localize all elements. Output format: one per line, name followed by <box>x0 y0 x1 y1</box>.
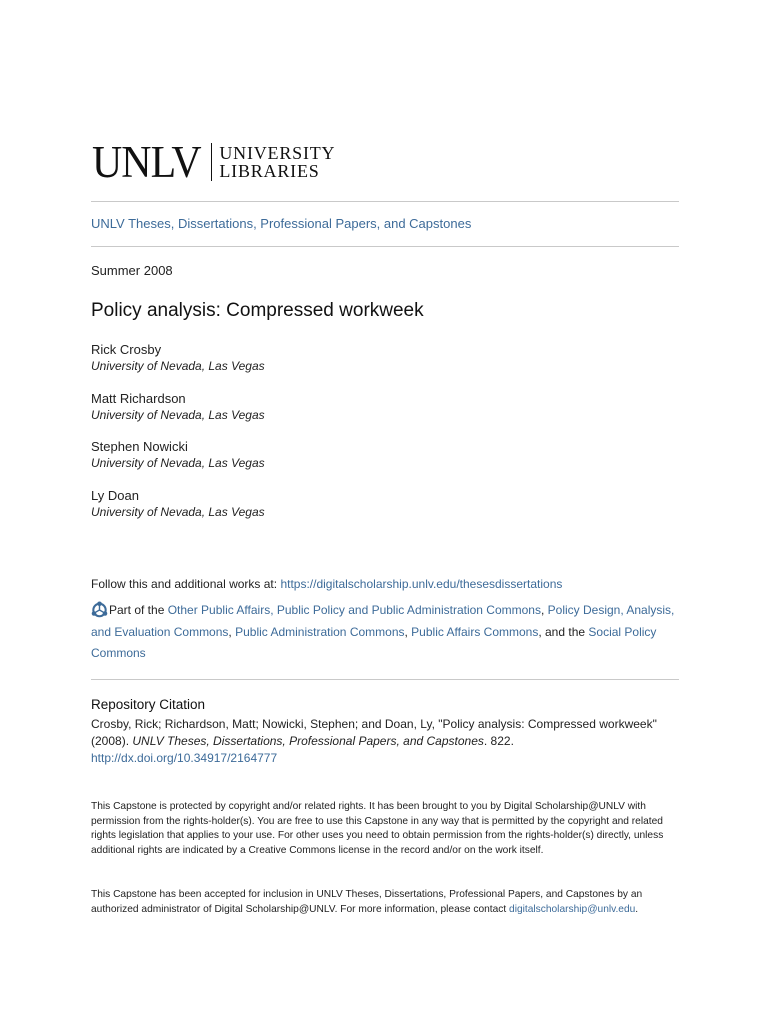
network-icon <box>91 601 108 618</box>
author-institution: University of Nevada, Las Vegas <box>91 407 265 422</box>
acceptance-statement <box>91 888 681 917</box>
logo-subtitle <box>219 144 335 180</box>
divider-citation <box>91 679 679 680</box>
publication-date: Summer 2008 <box>91 263 173 278</box>
repository-citation-text <box>91 716 681 767</box>
series-link[interactable]: UNLV Theses, Dissertations, Professional Papers, and Capstones <box>91 216 472 231</box>
follow-label: Follow this and additional works at: <box>91 577 281 591</box>
commons-and-the: , and the <box>538 624 589 639</box>
author-entry <box>91 488 265 537</box>
author-name: Rick Crosby <box>91 342 162 357</box>
author-name: Stephen Nowicki <box>91 439 188 454</box>
repository-citation-heading: Repository Citation <box>91 697 206 712</box>
citation-number: . 822. <box>483 734 514 748</box>
author-list <box>91 342 265 536</box>
commons-separator: , <box>228 624 236 639</box>
author-institution: University of Nevada, Las Vegas <box>91 504 265 519</box>
rights-statement: This Capstone is protected by copyright and/or related rights. It has been brought to you by Digital Scholarship@UNLV with permission from the rights-holder(s). You are free to use this Capstone in any way that is permitted by the copyright and related rights legislation that applies to your use. For other uses you need to obtain permission from the rights-holder(s) directly, unless additional rights are indicated by a Creative Commons license in the record and/or on the work itself. <box>91 801 664 856</box>
logo-divider <box>211 143 213 181</box>
acceptance-end: . <box>635 903 639 915</box>
divider-top <box>91 201 679 202</box>
logo-wordmark: UNLV <box>92 137 201 187</box>
doi-link[interactable]: http://dx.doi.org/10.34917/2164777 <box>91 751 278 765</box>
divider-series <box>91 246 679 247</box>
author-name: Ly Doan <box>91 487 139 503</box>
author-institution: University of Nevada, Las Vegas <box>91 359 265 373</box>
logo-line-university: UNIVERSITY <box>219 143 336 163</box>
author-name: Matt Richardson <box>91 390 186 406</box>
unlv-libraries-logo <box>92 137 336 187</box>
acceptance-text: This Capstone has been accepted for inclusion in UNLV Theses, Dissertations, Professional Papers, and Capstones by an authorized administrator of Digital Scholarship@UNLV. For more information, please contact <box>91 889 643 915</box>
commons-link[interactable]: Policy Design, Analysis, and Evaluation Commons <box>91 603 675 639</box>
commons-link[interactable]: Public Affairs Commons <box>411 624 539 639</box>
commons-link[interactable]: Other Public Affairs, Public Policy and Public Administration Commons <box>167 603 541 617</box>
part-of-prefix: Part of the <box>109 603 168 617</box>
author-entry <box>91 439 265 488</box>
citation-text: Crosby, Rick; Richardson, Matt; Nowicki, Stephen; and Doan, Ly, "Policy analysis: Compressed workweek" (2008). <box>91 717 657 748</box>
follow-url-link[interactable]: https://digitalscholarship.unlv.edu/thesesdissertations <box>280 577 563 591</box>
author-institution: University of Nevada, Las Vegas <box>91 456 265 470</box>
author-entry <box>91 391 265 440</box>
contact-email-link[interactable]: digitalscholarship@unlv.edu <box>509 903 636 915</box>
logo-line-libraries: LIBRARIES <box>219 161 320 181</box>
citation-series: UNLV Theses, Dissertations, Professional Papers, and Capstones <box>132 734 484 748</box>
follow-line <box>91 577 562 591</box>
commons-separator: , <box>404 624 412 639</box>
author-entry <box>91 342 265 391</box>
commons-link[interactable]: Social Policy Commons <box>91 624 657 660</box>
document-title: Policy analysis: Compressed workweek <box>91 300 424 321</box>
part-of-commons <box>91 600 681 665</box>
commons-link[interactable]: Public Administration Commons <box>235 624 405 639</box>
commons-separator: , <box>540 603 548 617</box>
